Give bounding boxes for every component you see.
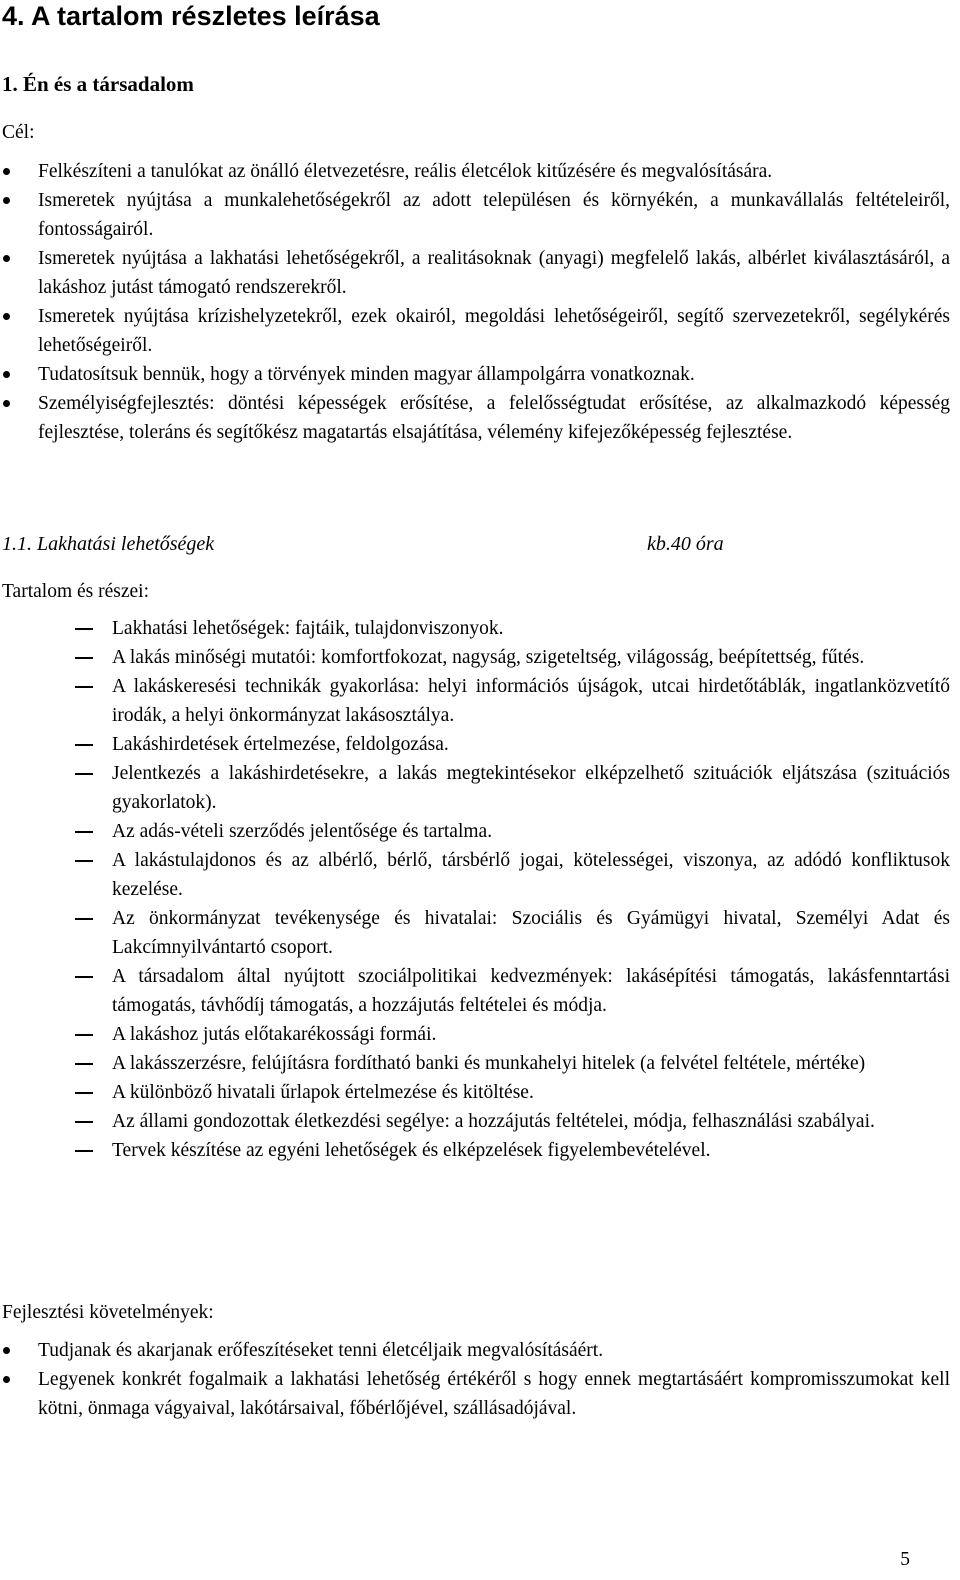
content-item xyxy=(0,1107,950,1136)
content-text: A lakástulajdonos és az albérlő, bérlő, társbérlő jogai, kötelességei, viszonya, az adódó konfliktusok kezelése. xyxy=(112,850,950,900)
content-item xyxy=(0,962,950,1020)
content-item xyxy=(0,759,950,817)
content-item xyxy=(0,817,950,846)
content-item xyxy=(0,1078,950,1107)
goal-text: Ismeretek nyújtása a lakhatási lehetőségekről, a realitásoknak (anyagi) megfelelő lakás, albérlet kiválasztásáról, a lakáshoz jutást támogató rendszerekről. xyxy=(38,248,950,298)
content-item xyxy=(0,672,950,730)
bullet-icon xyxy=(3,400,10,407)
chapter-heading: 4. A tartalom részletes leírása xyxy=(2,1,380,31)
bullet-icon xyxy=(3,1376,10,1383)
dash-icon xyxy=(75,744,93,746)
section-title: 1. Én és a társadalom xyxy=(2,72,194,96)
content-item xyxy=(0,1136,950,1165)
content-item xyxy=(0,730,950,759)
requirement-item xyxy=(0,1336,950,1365)
bullet-icon xyxy=(3,371,10,378)
subsection-title: 1.1. Lakhatási lehetőségek xyxy=(2,533,215,555)
goal-item xyxy=(0,302,950,360)
requirements-list xyxy=(0,1336,950,1423)
requirement-text: Legyenek konkrét fogalmaik a lakhatási lehetőség értékéről s hogy ennek megtartásáért kompromisszumokat kell kötni, önmaga vágyaival, lakótársaival, főbérlőjével, szállásadójával. xyxy=(38,1369,950,1419)
dash-icon xyxy=(75,686,93,688)
content-text: Lakhatási lehetőségek: fajtáik, tulajdonviszonyok. xyxy=(112,618,504,639)
requirement-item xyxy=(0,1365,950,1423)
dash-icon xyxy=(75,1150,93,1152)
content-text: Az önkormányzat tevékenysége és hivatalai: Szociális és Gyámügyi hivatal, Személyi Adat és Lakcímnyilvántartó csoport. xyxy=(112,908,950,958)
content-text: A lakás minőségi mutatói: komfortfokozat, nagyság, szigeteltség, világosság, beépítettség, fűtés. xyxy=(112,647,865,668)
page-number: 5 xyxy=(900,1549,910,1570)
dash-icon xyxy=(75,1034,93,1036)
bullet-icon xyxy=(3,1347,10,1354)
content-text: A lakáskeresési technikák gyakorlása: helyi információs újságok, utcai hirdetőtáblák, ingatlanközvetítő irodák, a helyi önkormányzat lakásosztálya. xyxy=(112,676,950,726)
content-item xyxy=(0,614,950,643)
dash-icon xyxy=(75,976,93,978)
requirements-label: Fejlesztési követelmények: xyxy=(2,1302,214,1323)
dash-icon xyxy=(75,831,93,833)
requirement-text: Tudjanak és akarjanak erőfeszítéseket tenni életcéljaik megvalósításáért. xyxy=(38,1340,604,1361)
content-item xyxy=(0,846,950,904)
content-item xyxy=(0,643,950,672)
content-item xyxy=(0,904,950,962)
goal-text: Ismeretek nyújtása krízishelyzetekről, ezek okairól, megoldási lehetőségeiről, segítő szervezetekről, segélykérés lehetőségeiről. xyxy=(38,306,950,356)
goal-text: Ismeretek nyújtása a munkalehetőségekről az adott településen és környékén, a munkavállalás feltételeiről, fontosságairól. xyxy=(38,190,950,240)
content-text: Az adás-vételi szerződés jelentősége és tartalma. xyxy=(112,821,493,842)
content-list xyxy=(0,614,950,1165)
content-text: Tervek készítése az egyéni lehetőségek és elképzelések figyelembevételével. xyxy=(112,1140,711,1161)
dash-icon xyxy=(75,918,93,920)
goal-list xyxy=(0,157,950,447)
subsection-hours: kb.40 óra xyxy=(647,533,724,555)
goal-item xyxy=(0,360,950,389)
dash-icon xyxy=(75,1063,93,1065)
goal-item xyxy=(0,389,950,447)
content-text: Lakáshirdetések értelmezése, feldolgozása. xyxy=(112,734,449,755)
goal-text: Felkészíteni a tanulókat az önálló életvezetésre, reális életcélok kitűzésére és megvalósítására. xyxy=(38,161,773,182)
content-text: Jelentkezés a lakáshirdetésekre, a lakás megtekintésekor elképzelhető szituációk eljátszása (szituációs gyakorlatok). xyxy=(112,763,950,813)
dash-icon xyxy=(75,1092,93,1094)
bullet-icon xyxy=(3,255,10,262)
goal-text: Tudatosítsuk bennük, hogy a törvények minden magyar állampolgárra vonatkoznak. xyxy=(38,364,695,385)
content-label: Tartalom és részei: xyxy=(2,581,149,602)
goal-text: Személyiségfejlesztés: döntési képességek erősítése, a felelősségtudat erősítése, az alkalmazkodó képesség fejlesztése, toleráns és segítőkész magatartás elsajátítása, vélemény kifejezőképesség fejlesztése. xyxy=(38,393,950,443)
dash-icon xyxy=(75,1121,93,1123)
dash-icon xyxy=(75,657,93,659)
content-item xyxy=(0,1049,950,1078)
bullet-icon xyxy=(3,313,10,320)
content-text: A különböző hivatali űrlapok értelmezése és kitöltése. xyxy=(112,1082,534,1103)
goal-item xyxy=(0,157,950,186)
dash-icon xyxy=(75,628,93,630)
bullet-icon xyxy=(3,197,10,204)
content-text: Az állami gondozottak életkezdési segélye: a hozzájutás feltételei, módja, felhasználási szabályai. xyxy=(112,1111,875,1132)
goal-item xyxy=(0,244,950,302)
content-item xyxy=(0,1020,950,1049)
dash-icon xyxy=(75,860,93,862)
goal-label: Cél: xyxy=(2,122,35,143)
bullet-icon xyxy=(3,168,10,175)
dash-icon xyxy=(75,773,93,775)
content-text: A lakáshoz jutás előtakarékossági formái. xyxy=(112,1024,437,1045)
content-text: A társadalom által nyújtott szociálpolitikai kedvezmények: lakásépítési támogatás, lakásfenntartási támogatás, távhődíj támogatás, a hozzájutás feltételei és módja. xyxy=(112,966,950,1016)
goal-item xyxy=(0,186,950,244)
content-text: A lakásszerzésre, felújításra fordítható banki és munkahelyi hitelek (a felvétel feltétele, mértéke) xyxy=(112,1053,866,1074)
